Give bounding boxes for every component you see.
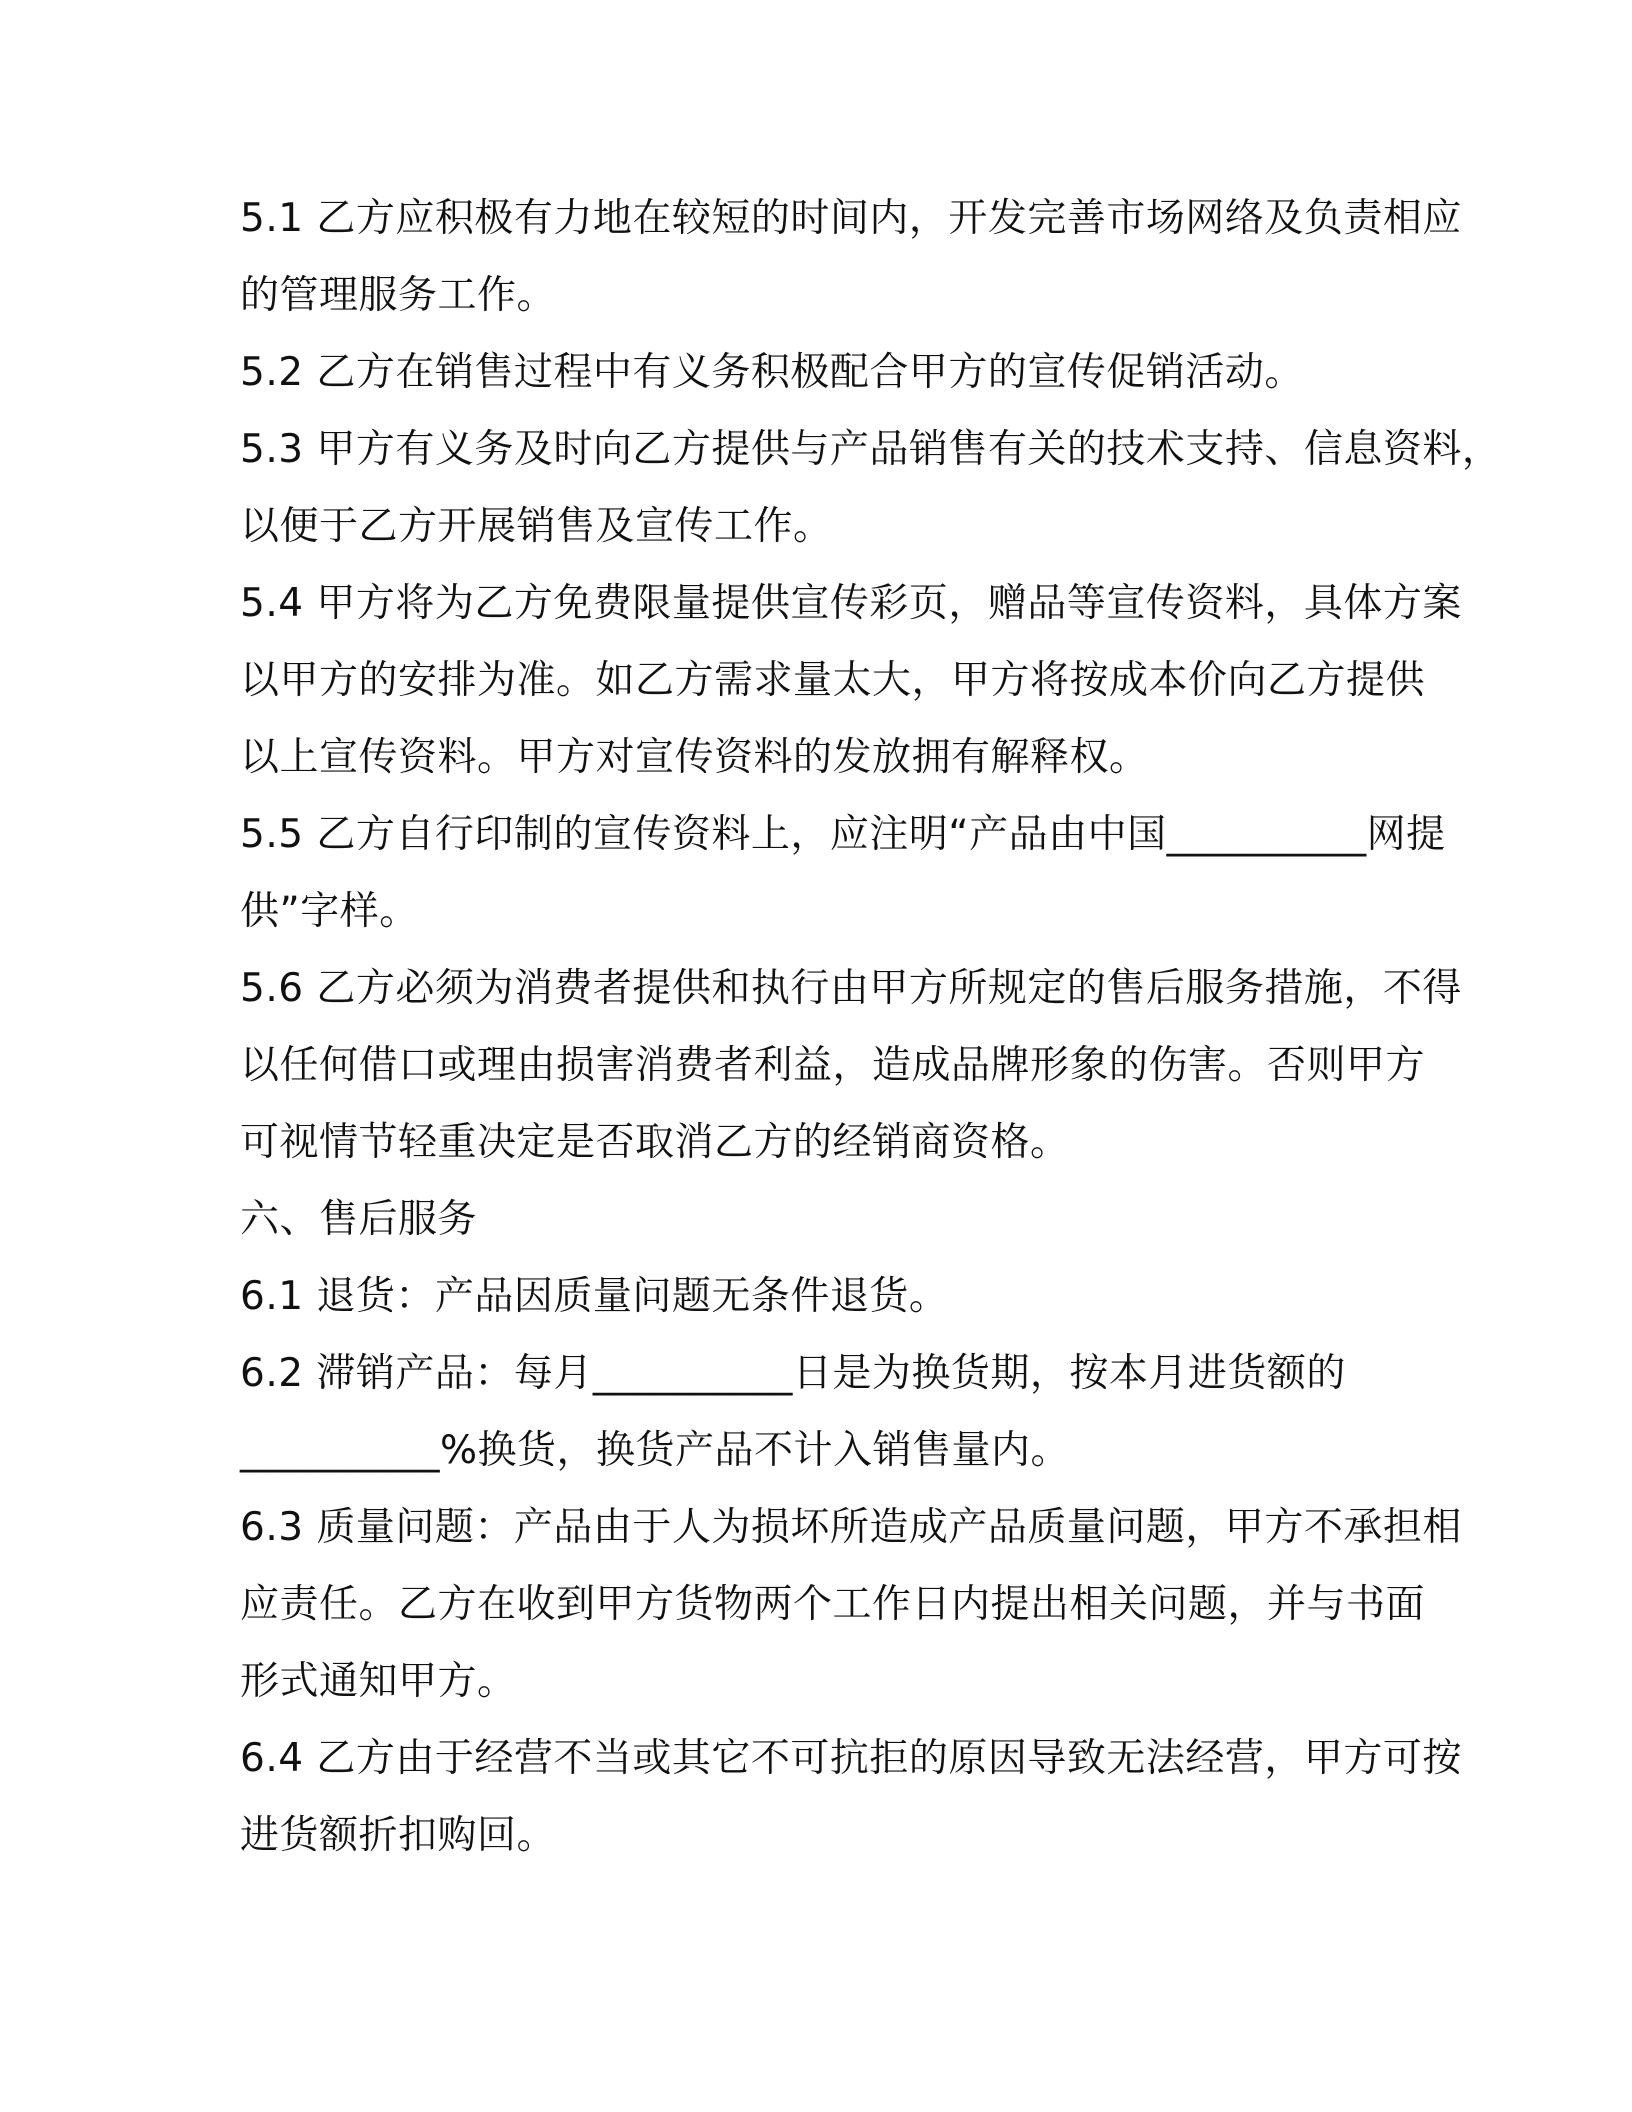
text-line: 形式通知甲方。 (240, 1659, 517, 1704)
text-line: 以任何借口或理由损害消费者利益，造成品牌形象的伤害。否则甲方 (240, 1043, 1426, 1088)
text-line: 5.1 乙方应积极有力地在较短的时间内，开发完善市场网络及负责相应 (240, 196, 1462, 241)
text-line: 供”字样。 (240, 889, 419, 934)
text-line: 以便于乙方开展销售及宣传工作。 (240, 504, 833, 549)
text-line: 5.4 甲方将为乙方免费限量提供宣传彩页，赠品等宣传资料，具体方案 (240, 581, 1462, 626)
text-line: 6.4 乙方由于经营不当或其它不可抗拒的原因导致无法经营，甲方可按 (240, 1736, 1462, 1781)
text-line: 以甲方的安排为准。如乙方需求量太大，甲方将按成本价向乙方提供 (240, 658, 1426, 703)
text-line: 以上宣传资料。甲方对宣传资料的发放拥有解释权。 (240, 735, 1149, 780)
text-line: 6.2 滞销产品：每月__________日是为换货期，按本月进货额的 (240, 1351, 1346, 1396)
text-line: 的管理服务工作。 (240, 273, 557, 318)
text-line: 5.2 乙方在销售过程中有义务积极配合甲方的宣传促销活动。 (240, 350, 1304, 395)
section-heading: 六、售后服务 (240, 1197, 478, 1242)
text-line: 5.3 甲方有义务及时向乙方提供与产品销售有关的技术支持、信息资料， (240, 427, 1502, 472)
text-line: 应责任。乙方在收到甲方货物两个工作日内提出相关问题，并与书面 (240, 1582, 1426, 1627)
text-line: 6.1 退货：产品因质量问题无条件退货。 (240, 1274, 949, 1319)
text-line: 5.5 乙方自行印制的宣传资料上，应注明“产品由中国__________网提 (240, 812, 1446, 857)
text-line: __________%换货，换货产品不计入销售量内。 (240, 1428, 1071, 1473)
text-line: 可视情节轻重决定是否取消乙方的经销商资格。 (240, 1120, 1070, 1165)
text-line: 5.6 乙方必须为消费者提供和执行由甲方所规定的售后服务措施，不得 (240, 966, 1462, 1011)
text-line: 6.3 质量问题：产品由于人为损坏所造成产品质量问题，甲方不承担相 (240, 1505, 1462, 1550)
document-body (240, 180, 1502, 1874)
text-line: 进货额折扣购回。 (240, 1813, 557, 1858)
